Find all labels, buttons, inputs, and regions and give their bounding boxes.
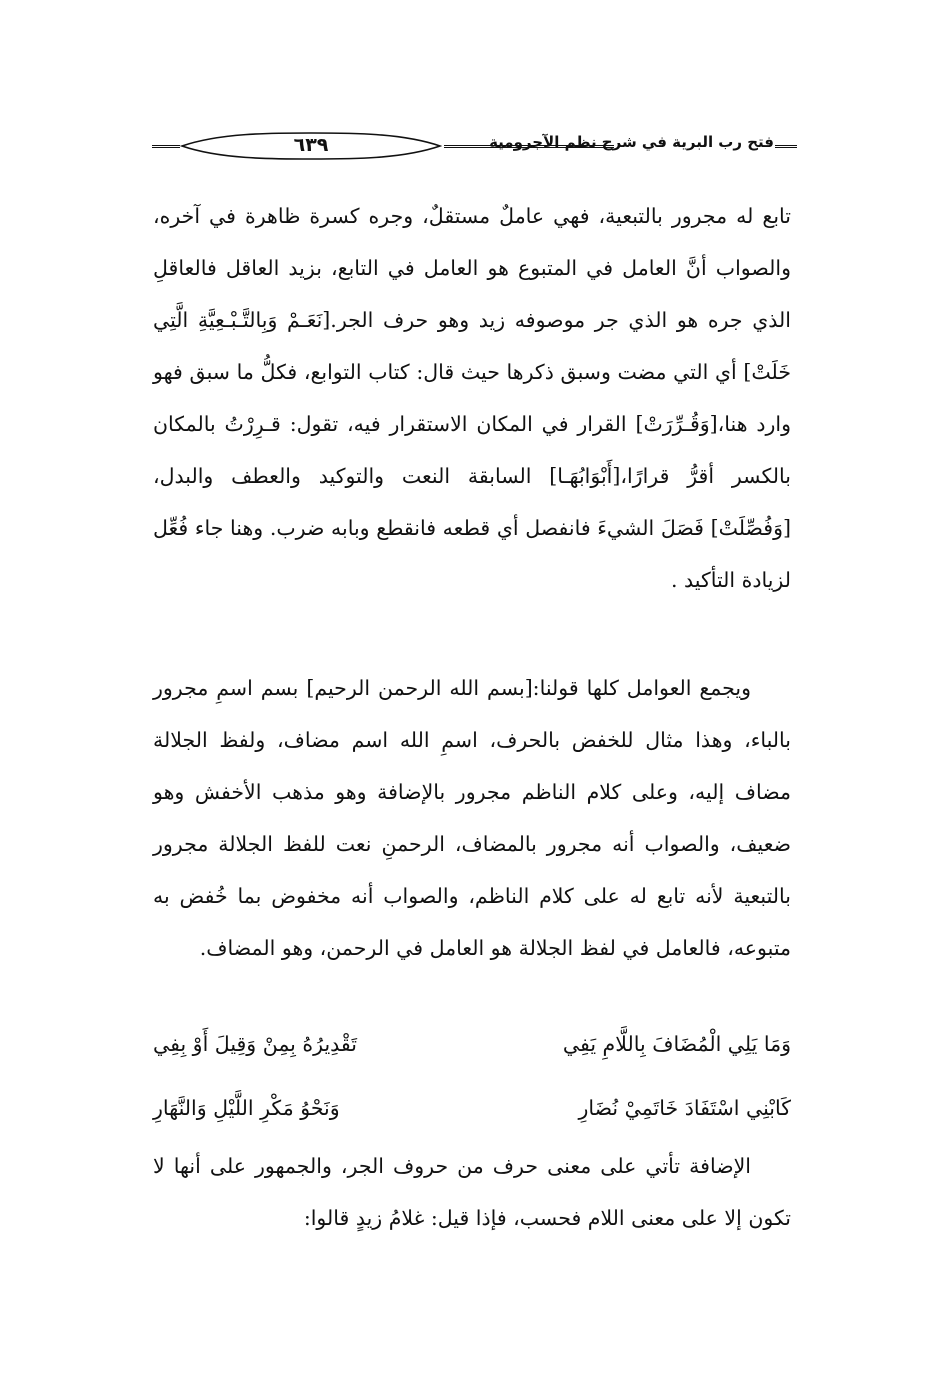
poem-verse-1 (153, 1026, 791, 1070)
page-number-frame (180, 132, 442, 160)
commentary-paragraph-3 (153, 1140, 791, 1244)
commentary-paragraph-1 (153, 190, 791, 606)
commentary-paragraph-2 (153, 662, 791, 974)
paragraph-text: الإضافة تأتي على معنى حرف من حروف الجر، والجمهور على أنها لا تكون إلا على معنى اللام فحسب، فإذا قيل: غلامُ زيدٍ قالوا: (153, 1154, 791, 1230)
verse-first-hemistich: كَابْنِي اسْتَفَادَ خَاتَمِيْ نُضَارِ (578, 1096, 791, 1120)
paragraph-text: ويجمع العوامل كلها قولنا:[بسم الله الرحمن الرحيم] بسم اسمِ مجرور بالباء، وهذا مثال للخفض بالحرف، اسمِ الله اسم مضاف، ولفظ الجلالة مضاف إليه، وعلى كلام الناظم مجرور بالإضافة وهو مذهب الأخفش وهو ضعيف، والصواب أنه مجرور بالمضاف، الرحمنِ نعت للفظ الجلالة مجرور بالتبعية لأنه تابع له على كلام الناظم، والصواب أنه مخفوض بما خُفض به متبوعه، فالعامل في لفظ الجلالة هو العامل في الرحمن، وهو المضاف. (153, 676, 791, 960)
verse-second-hemistich: تَقْدِيرُهُ بِمِنْ وَقِيلَ أَوْ بِفِي (153, 1032, 357, 1056)
page-number: ٦٣٩ (293, 134, 329, 156)
verse-second-hemistich: وَنَحْوُ مَكْرِ اللَّيْلِ وَالنَّهَارِ (153, 1096, 340, 1120)
book-title: فتح رب البرية في شرح نظم الآجرومية (489, 133, 774, 151)
running-header (152, 132, 797, 162)
header-rule-left (152, 145, 180, 148)
header-rule-right (775, 145, 797, 148)
verse-first-hemistich: وَمَا يَلِي الْمُضَافَ بِاللَّامِ يَفِي (562, 1032, 791, 1056)
poem-verse-2 (153, 1090, 791, 1134)
paragraph-body (153, 662, 791, 974)
paragraph-text: تابع له مجرور بالتبعية، فهي عاملٌ مستقلٌ، وجره كسرة ظاهرة في آخره، والصواب أنَّ العامل في المتبوع هو العامل في التابع، بزيد العاقل فالعاقلِ الذي جره هو الذي جر موصوفه زيد وهو حرف الجر.[نَعَـمْ وَبِالتَّـبْـعِيَّةِ الَّتِي خَلَتْ] أي التي مضت وسبق ذكرها حيث قال: كتاب التوابع، فكلُّ ما سبق فهو وارد هنا،[وَقُـرِّرَتْ] القرار في المكان الاستقرار فيه، تقول: قـرِرْتُ بالمكان بالكسر أقرُّ قرارًا،[أَبْوَابُهَـا] السابقة النعت والتوكيد والعطف والبدل، [وَفُصِّلَتْ] فَصَلَ الشيءَ فانفصل أي قطعه فانقطع وبابه ضرب. وهنا جاء فُعِّل لزيادة التأكيد . (153, 204, 791, 592)
paragraph-body (153, 1140, 791, 1244)
